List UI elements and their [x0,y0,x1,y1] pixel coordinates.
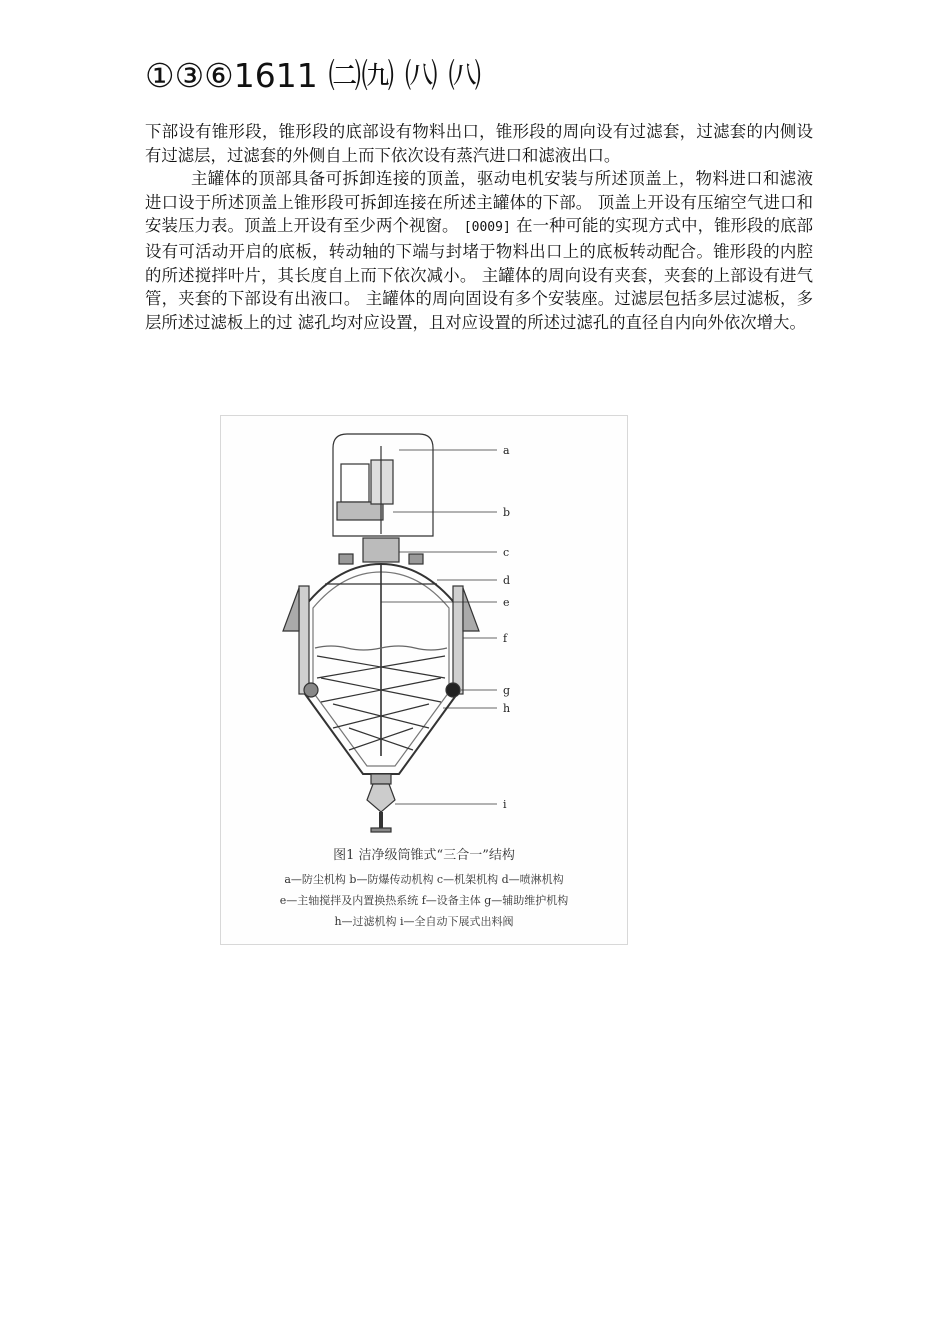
bracket-left [283,588,299,631]
callout-g: g [503,684,511,697]
figure-legend-line-3: h—过滤机构 i—全自动下展式出料阀 [334,915,514,928]
callout-a: a [503,444,510,457]
nozzle-right [409,554,423,564]
paragraph-2-text: 主罐体的顶部具备可拆卸连接的顶盖，驱动电机安装与所述顶盖上，物料进口和滤液进口设于所述顶盖上锥形段可拆卸连接在所述主罐体的下部。 顶盖上开设有压缩空气进口和安装压力表。顶盖上开设有至少两个视窗。 [145,169,813,236]
gearbox-shape [337,502,383,520]
figure-legend-line-2: e—主轴搅拌及内置换热系统 f—设备主体 g—辅助维护机构 [279,894,569,907]
equipment-drawing [221,416,629,836]
callout-h: h [503,702,511,715]
jacket-left [299,586,309,694]
frame-shape [363,538,399,562]
paragraph-2 [145,167,813,334]
pipe-flange [371,828,391,832]
valve-flange [371,774,391,784]
page-title: ①③⑥1611 ㈡㈨ ㈧ ㈧ [145,56,482,95]
figure-caption: 图1 洁净级筒锥式“三合一”结构 [333,848,515,863]
aux-port-right [446,683,460,697]
callout-b: b [503,506,511,519]
callout-i: i [503,798,507,811]
figure-legend-line-1: a—防尘机构 b—防爆传动机构 c—机架机构 d—喷淋机构 [284,873,564,886]
body-text [145,120,813,334]
drive-shaft-housing [371,460,393,504]
callout-d: d [503,574,511,587]
figure-equipment-diagram [220,415,628,945]
callout-c: c [503,546,510,559]
aux-port-left [304,683,318,697]
callout-f: f [503,632,508,645]
bracket-right [463,588,479,631]
discharge-valve [367,784,395,812]
paragraph-number: [0009] [463,220,511,236]
nozzle-left [339,554,353,564]
motor-shape [341,464,369,502]
paragraph-1: 下部设有锥形段，锥形段的底部设有物料出口，锥形段的周向设有过滤套，过滤套的内侧设有过滤层，过滤套的外侧自上而下依次设有蒸汽进口和滤液出口。 [145,122,813,165]
callout-e: e [503,596,510,609]
paragraph-3-text: 在一种可能的实现方式中，锥形段的底部设有可活动开启的底板，转动轴的下端与封堵于物料出口上的底板转动配合。锥形段的内腔的所述搅拌叶片，其长度自上而下依次减小。 主罐体的周向设有夹套，夹套的上部设有进气管，夹套的下部设有出液口。 主罐体的周向固设有多个安装座。过滤层包括多层过滤板，多层所述过滤板上的过 滤孔均对应设置，且对应设置的所述过滤孔的直径自内向外依次增大。 [145,216,814,332]
